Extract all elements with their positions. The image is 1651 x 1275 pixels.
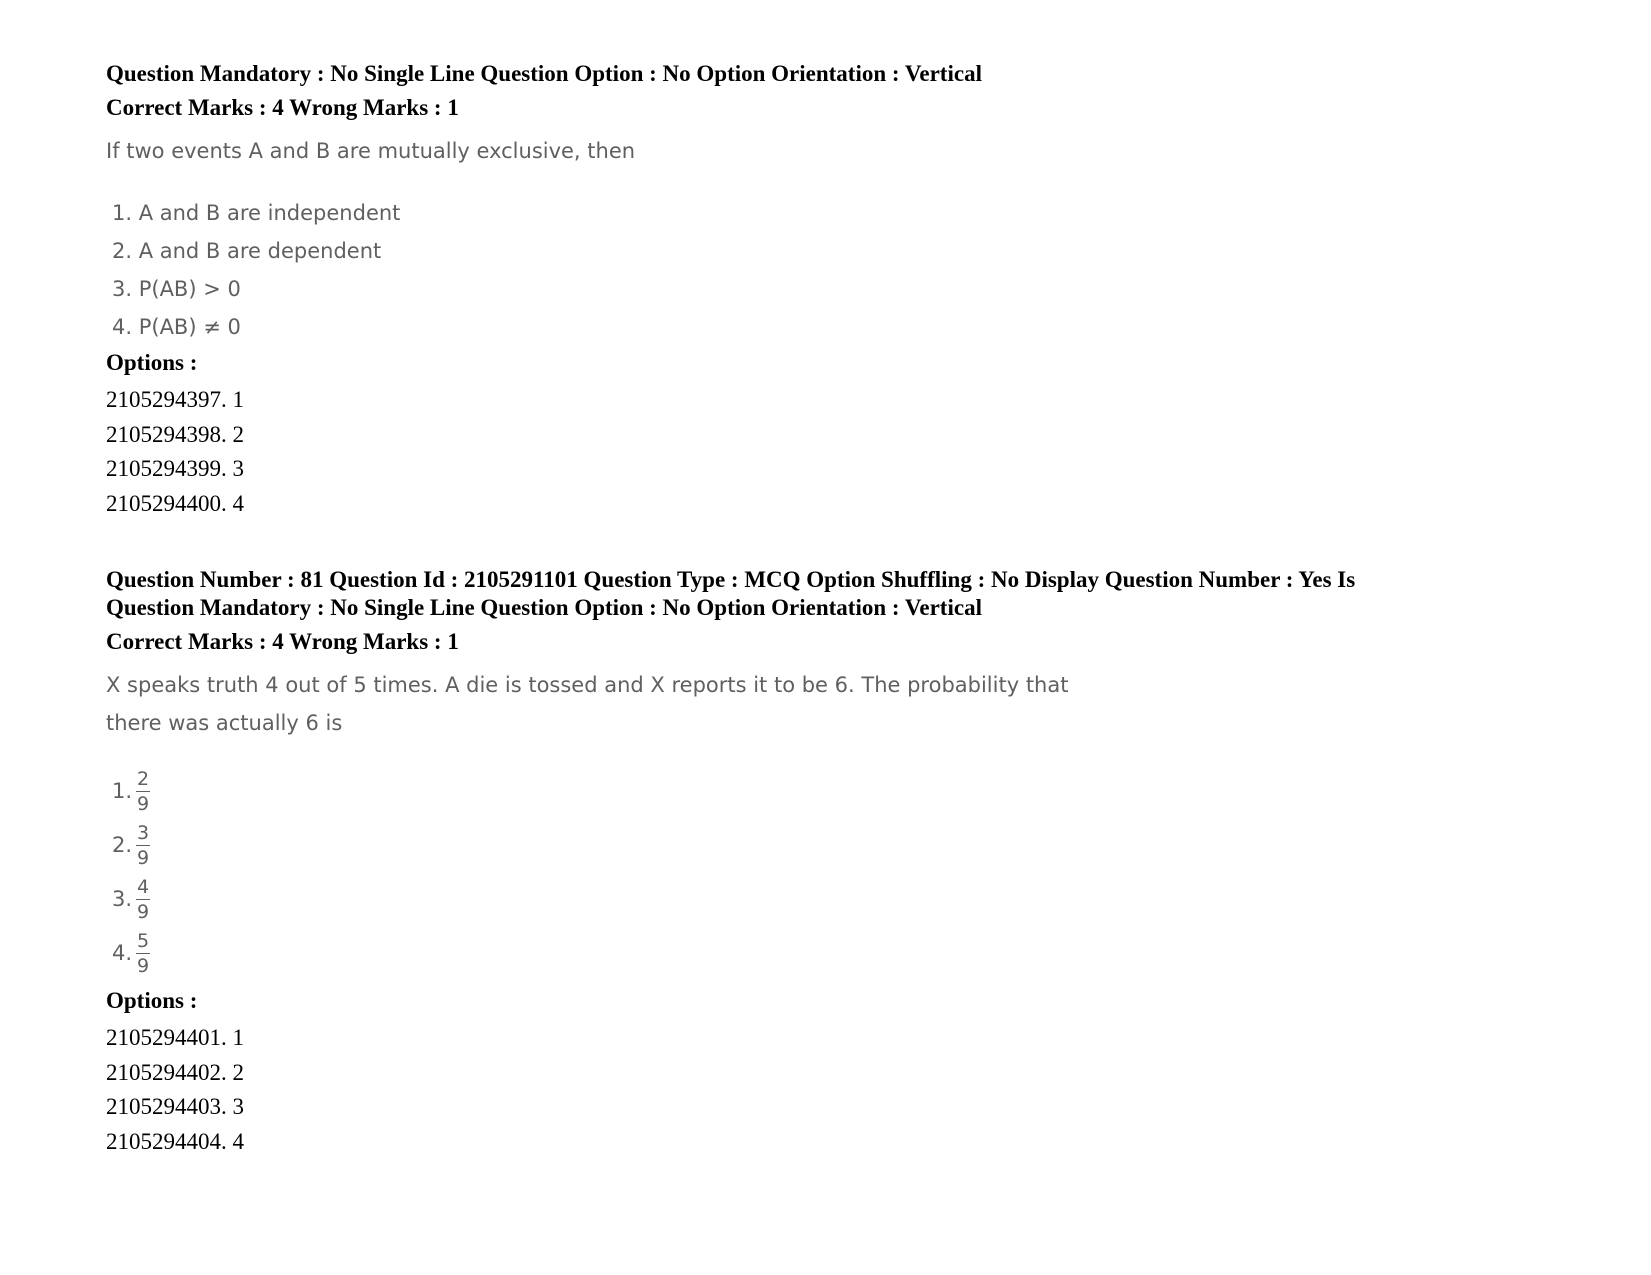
q81-choice xyxy=(112,764,150,818)
q80-option-ids xyxy=(106,383,244,521)
fraction-numerator: 4 xyxy=(137,875,150,898)
fraction xyxy=(136,769,150,814)
fraction xyxy=(136,931,150,976)
q80-option-id: 2105294399. 3 xyxy=(106,456,244,481)
fraction-numerator: 3 xyxy=(137,821,150,844)
q81-choice-list xyxy=(112,764,150,980)
choice-number: 4. xyxy=(112,941,133,965)
q81-option-ids xyxy=(106,1021,244,1159)
q81-choice xyxy=(112,926,150,980)
q80-stem: If two events A and B are mutually exclusive, then xyxy=(106,139,636,163)
fraction-denominator: 9 xyxy=(137,792,150,815)
fraction-numerator: 2 xyxy=(137,767,150,790)
q81-options-label: Options : xyxy=(106,988,198,1013)
fraction-bar xyxy=(136,899,150,900)
fraction-bar xyxy=(136,953,150,954)
fraction-denominator: 9 xyxy=(137,846,150,869)
q81-header-line2: Question Mandatory : No Single Line Question Option : No Option Orientation : Vertical xyxy=(106,595,982,620)
q80-option-id: 2105294397. 1 xyxy=(106,387,244,412)
fraction-numerator: 5 xyxy=(137,929,150,952)
fraction xyxy=(136,877,150,922)
choice-number: 2. xyxy=(112,833,133,857)
q80-header-line2: Question Mandatory : No Single Line Question Option : No Option Orientation : Vertical xyxy=(106,61,982,86)
fraction-bar xyxy=(136,791,150,792)
choice-number: 1. xyxy=(112,779,133,803)
q81-option-id: 2105294404. 4 xyxy=(106,1128,244,1154)
q81-header-line1: Question Number : 81 Question Id : 2105291101 Question Type : MCQ Option Shuffling : No Display Question Number : Yes Is xyxy=(106,567,1356,592)
q81-stem-line2: there was actually 6 is xyxy=(106,711,343,735)
q80-option-id: 2105294398. 2 xyxy=(106,421,244,447)
q80-choice-list xyxy=(112,194,400,346)
q81-choice xyxy=(112,872,150,926)
q81-marks: Correct Marks : 4 Wrong Marks : 1 xyxy=(106,629,459,654)
q81-choice xyxy=(112,818,150,872)
q80-choice: 1. A and B are independent xyxy=(112,201,401,225)
fraction-denominator: 9 xyxy=(137,954,150,977)
q81-option-id: 2105294403. 3 xyxy=(106,1094,244,1119)
q81-stem-line1: X speaks truth 4 out of 5 times. A die is tossed and X reports it to be 6. The probability that xyxy=(106,673,1069,697)
q80-marks: Correct Marks : 4 Wrong Marks : 1 xyxy=(106,95,459,120)
q81-option-id: 2105294401. 1 xyxy=(106,1025,244,1050)
q81-option-id: 2105294402. 2 xyxy=(106,1059,244,1085)
q80-option-id: 2105294400. 4 xyxy=(106,490,244,516)
fraction-denominator: 9 xyxy=(137,900,150,923)
choice-number: 3. xyxy=(112,887,133,911)
fraction-bar xyxy=(136,845,150,846)
fraction xyxy=(136,823,150,868)
q80-choice: 3. P(AB) > 0 xyxy=(112,277,241,301)
q80-choice: 4. P(AB) ≠ 0 xyxy=(112,315,241,339)
q80-options-label: Options : xyxy=(106,350,198,375)
q80-choice: 2. A and B are dependent xyxy=(112,239,382,263)
